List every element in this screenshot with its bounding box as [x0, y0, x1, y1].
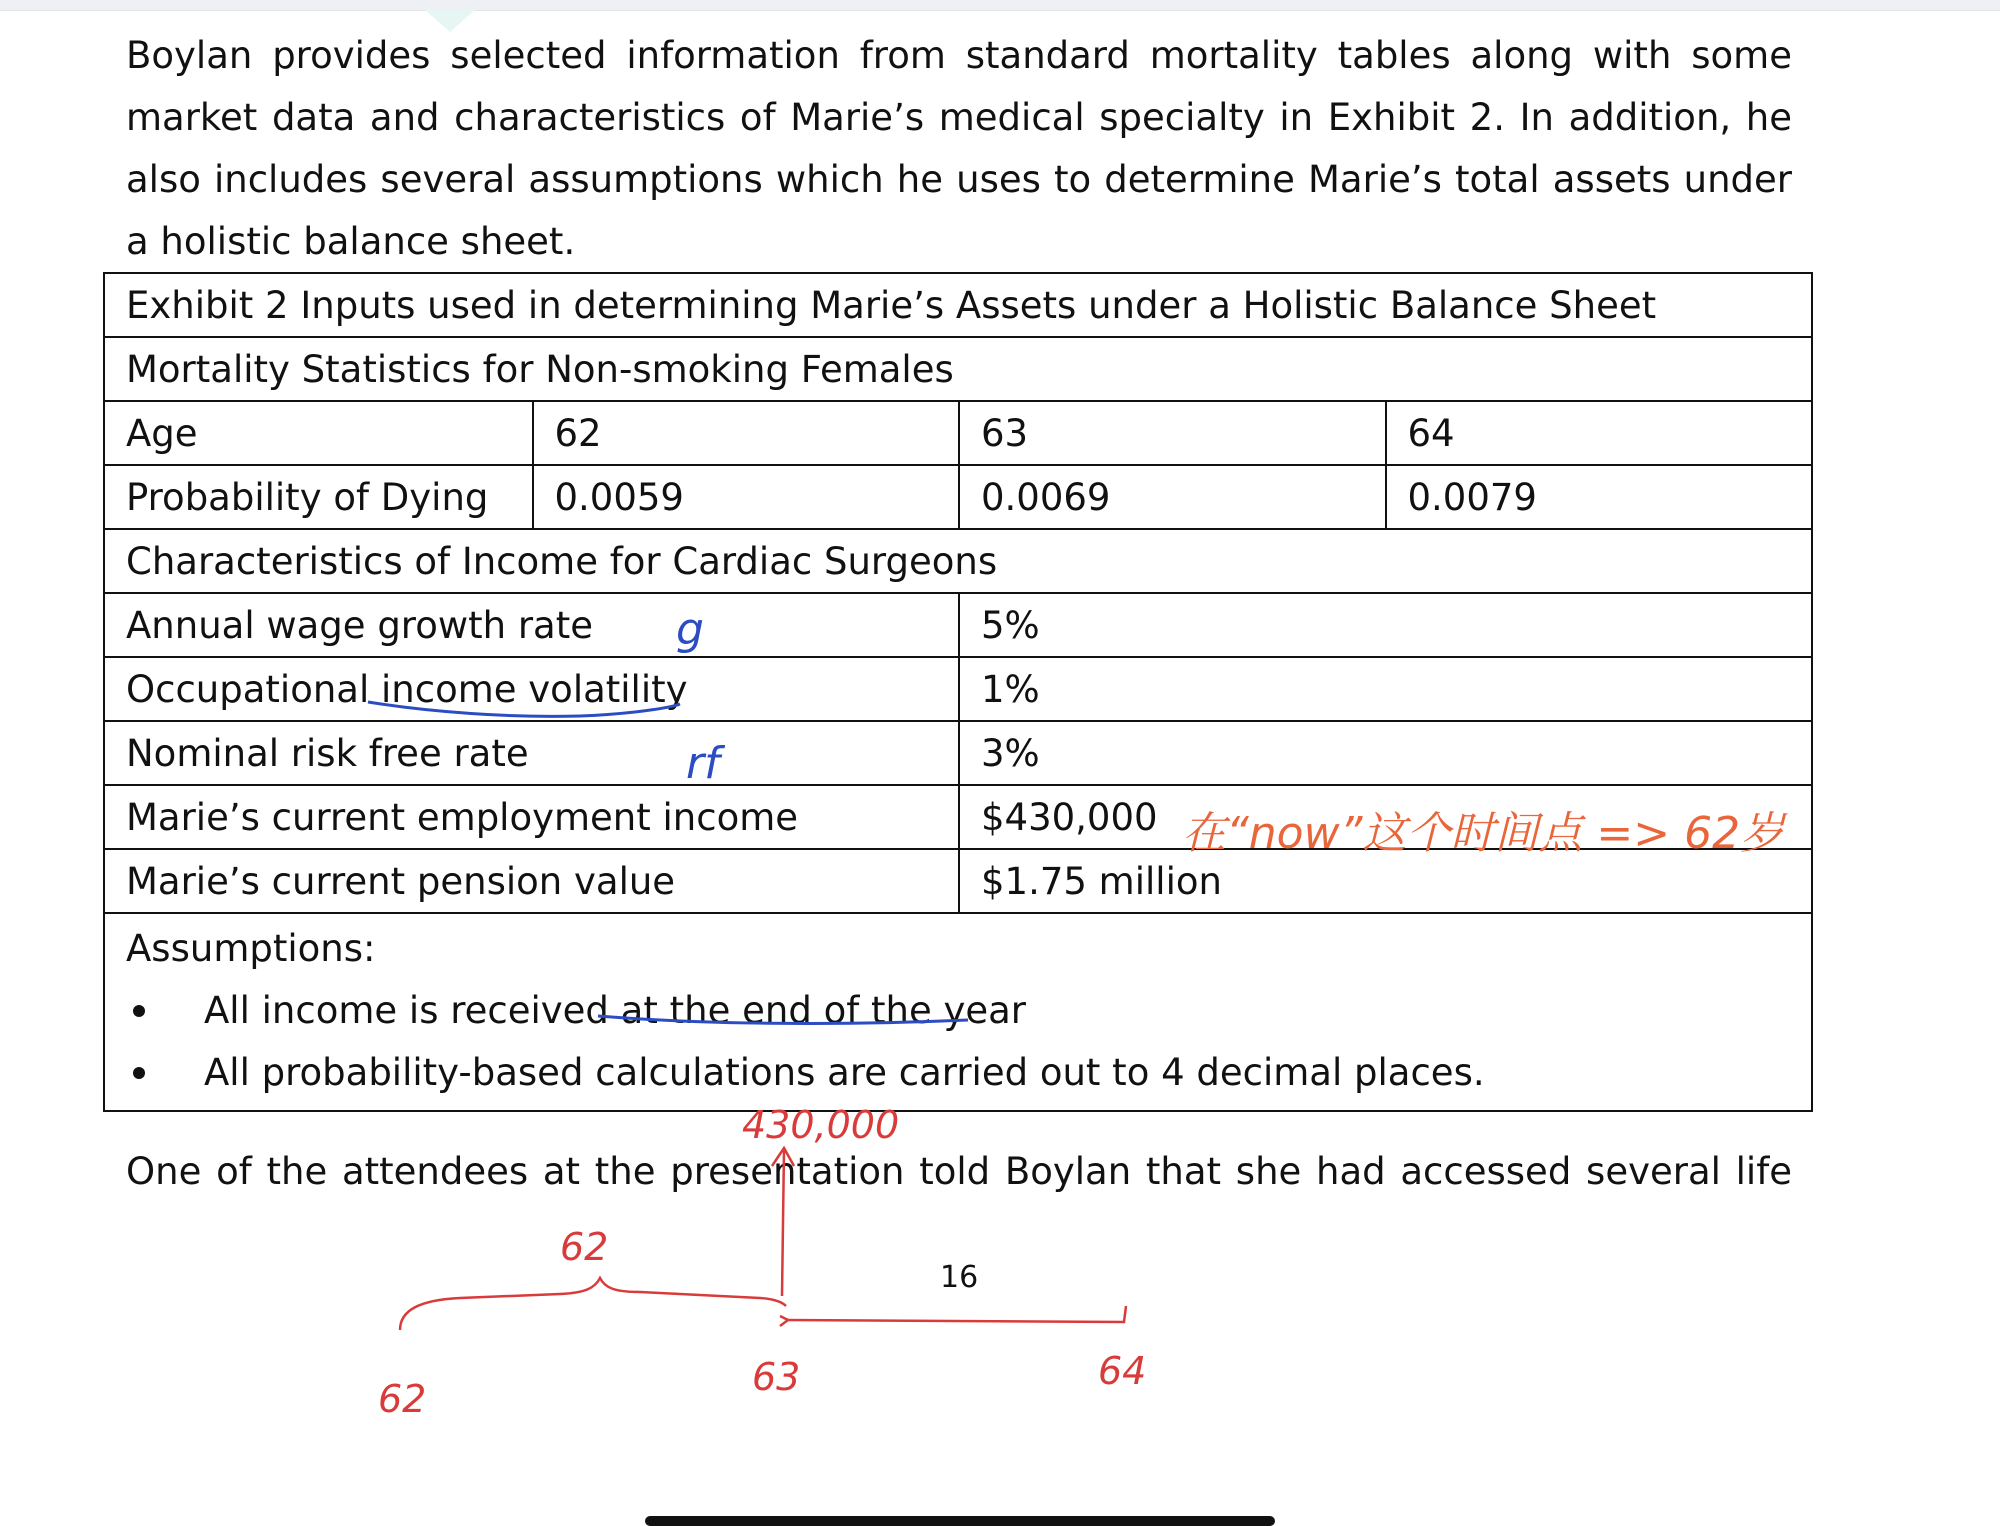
now-note: 在“now”这个时间点 => 62岁 — [1182, 808, 1785, 859]
age-63: 63 — [958, 402, 1385, 464]
exhibit-2-table — [103, 272, 1813, 1112]
rf-mark: rf — [686, 738, 720, 789]
probability-label: Probability of Dying — [126, 475, 489, 519]
home-indicator[interactable] — [645, 1516, 1275, 1526]
brace-62-63 — [400, 1278, 786, 1330]
probability-63: 0.0069 — [958, 466, 1385, 528]
bracket-63-64 — [788, 1306, 1126, 1322]
intro-paragraph: Boylan provides selected information from standard mortality tables along with some market data and characteristics of Marie’s medical specialty in Exhibit 2. In addition, he also includes several assumptions which he uses to determine Marie’s total assets under a holistic balance sheet. — [126, 34, 1792, 263]
amount-note: 430,000 — [742, 1103, 900, 1147]
bullet-icon — [133, 1005, 145, 1017]
bullet-icon — [133, 1067, 145, 1079]
risk-free-label: Nominal risk free rate — [126, 731, 529, 775]
assumptions-section — [105, 914, 1811, 1110]
table-row — [105, 658, 1811, 722]
g-mark: g — [676, 604, 704, 655]
table-row — [105, 722, 1811, 786]
income-volatility-value: 1% — [958, 658, 1811, 720]
mortality-heading-row — [105, 338, 1811, 402]
table-row — [105, 786, 1811, 850]
page-number: 16 — [940, 1260, 979, 1295]
mortality-heading: Mortality Statistics for Non-smoking Females — [126, 347, 954, 391]
employment-income-value: $430,000 — [958, 786, 1811, 848]
income-volatility-label: Occupational income volatility — [126, 667, 688, 711]
income-heading: Characteristics of Income for Cardiac Surgeons — [126, 539, 998, 583]
pension-value-value: $1.75 million — [958, 850, 1811, 912]
wage-growth-label: Annual wage growth rate — [126, 603, 593, 647]
age-63-mid: 63 — [752, 1355, 801, 1399]
probability-row — [105, 466, 1811, 530]
age-62: 62 — [532, 402, 959, 464]
age-64-right: 64 — [1098, 1349, 1147, 1393]
income-heading-row — [105, 530, 1811, 594]
exhibit-title-row — [105, 274, 1811, 338]
probability-64: 0.0079 — [1385, 466, 1812, 528]
age-label: Age — [126, 411, 198, 455]
assumption-text: All probability-based calculations are carried out to 4 decimal places. — [204, 1051, 1485, 1094]
probability-62: 0.0059 — [532, 466, 959, 528]
risk-free-value: 3% — [958, 722, 1811, 784]
assumption-text: All income is received at the end of the year — [204, 989, 1027, 1032]
table-row — [105, 850, 1811, 914]
assumptions-title: Assumptions: — [126, 927, 376, 970]
age-row — [105, 402, 1811, 466]
age-62-top: 62 — [560, 1225, 609, 1269]
exhibit-title: Exhibit 2 Inputs used in determining Marie’s Assets under a Holistic Balance Sheet — [126, 283, 1657, 327]
list-item — [105, 980, 1811, 1042]
age-62-left: 62 — [378, 1377, 427, 1421]
employment-income-label: Marie’s current employment income — [126, 795, 799, 839]
pension-value-label: Marie’s current pension value — [126, 859, 676, 903]
tick-63 — [780, 1316, 788, 1326]
age-64: 64 — [1385, 402, 1812, 464]
top-bar — [0, 0, 2000, 11]
wage-growth-value: 5% — [958, 594, 1811, 656]
table-row — [105, 594, 1811, 658]
list-item — [105, 1042, 1811, 1104]
closing-paragraph: One of the attendees at the presentation told Boylan that she had accessed several life — [126, 1150, 1792, 1193]
